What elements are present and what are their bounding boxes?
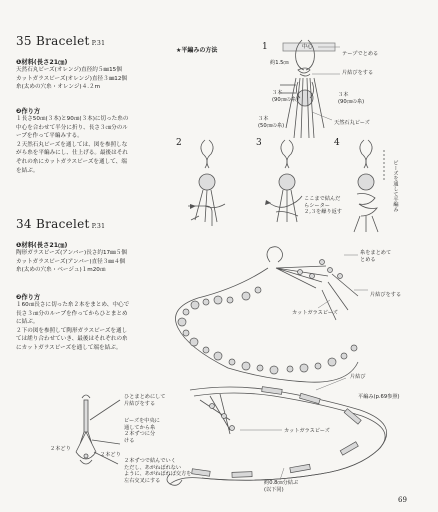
step-number-2: 2 (176, 138, 182, 148)
label-mid-kata: 片結びをする (370, 292, 402, 298)
twist-line-2: ただし、あがねばれない (124, 464, 182, 471)
arrow-heads (190, 200, 271, 209)
label-twist-note (124, 458, 191, 484)
method-line: ては縒り合わせていき、最後はそれぞれの糸 (16, 336, 128, 343)
ito-matome-line-1: 糸をまとめて (360, 250, 392, 256)
label-90r-desc: (90㎝の糸) (338, 98, 365, 105)
bead-center-line-1: ビーズを中央に (124, 418, 160, 424)
bracelet-35-materials-heading: ❶材料(長さ21㎝) (16, 59, 68, 66)
bracelet-34-beads (178, 260, 357, 375)
label-nihon-left: ２本どり (50, 446, 71, 452)
bracelet-34-title-text: 34 Bracelet (16, 217, 90, 231)
label-ito-matome (360, 250, 391, 263)
label-90cm-strands (272, 90, 298, 103)
label-repeat-note (304, 196, 342, 216)
material-line: 陶形ガラスビーズ(アンバー)長さ約17㎜５個 (16, 250, 127, 256)
twist-line-3: ように、あがねばれば交方を (124, 471, 192, 477)
method-line: ２下の図を参照して陶形ガラスビーズを通し (16, 327, 128, 334)
hitomatome-line-1: ひとまとめにして (124, 394, 166, 400)
ito-matome-line-2: とめる (360, 256, 376, 263)
label-kata-musubi: 片結びをする (342, 70, 374, 76)
label-mid-cut-glass: カットガラスビーズ (292, 310, 338, 316)
bracelet-34-page-ref: P.31 (91, 223, 106, 230)
method-line: を結ぶ。 (16, 167, 39, 174)
bottom-tube-beads (192, 387, 362, 478)
repeat-line-1: ここまで結んだ (304, 196, 341, 202)
bead-center-line-4: ける (124, 437, 135, 444)
label-nihon-right: ２本どり (100, 452, 121, 458)
material-line: 天然石丸ビーズ(オレンジ)直径約５㎜15個 (16, 67, 122, 73)
label-bead-center (124, 418, 160, 444)
method-line: ２天然石丸ビーズを通しては、図を参照しな (16, 141, 128, 148)
bead-center-line-2: 通してから糸 (124, 424, 156, 431)
hira-step-2-diagram (188, 140, 225, 226)
label-center: 中心 (302, 44, 313, 50)
material-line: 糸(太めの穴糸・ベージュ)１m20㎝ (16, 267, 106, 274)
method-line: 中心を合わせて半分に折り、長さ３㎝分のル (16, 124, 128, 131)
method-line: 長さ３㎝分のループを作ってからひとまとめ (16, 310, 128, 317)
label-90-count: ３本 (272, 90, 283, 96)
bracelet-35-method-heading: ❷作り方 (16, 108, 41, 115)
label-50-count: ３本 (258, 116, 269, 122)
step-number-4: 4 (334, 138, 340, 148)
page-number: 69 (398, 496, 407, 504)
label-90cm-strands-right (338, 92, 364, 105)
bracelet-35-page-ref: P.31 (91, 40, 106, 47)
hira-step-3-diagram (268, 140, 302, 222)
label-50-desc: (50㎝の糸) (258, 122, 285, 129)
method-line: がら糸を平編みにし、仕上げる。最後はそれ (16, 150, 128, 157)
method-line: １長さ50㎝(３本)と90㎝(３本)に切った糸の (16, 116, 129, 122)
material-line: カットガラスビーズ(オレンジ)直径３㎜12個 (16, 75, 127, 82)
hira-step-4-diagram (354, 140, 384, 232)
repeat-line-3: ２,３を繰り返す (304, 209, 342, 215)
knot-length-line-2: (以下同) (264, 486, 284, 493)
label-bottom-cut-glass: カットガラスビーズ (284, 428, 330, 434)
bead-center-line-3: ２本ずつに分 (124, 431, 156, 437)
label-90r-count: ３本 (338, 92, 349, 98)
knot-length-line-1: 約0.8㎝分結ぶ (264, 480, 299, 486)
label-90-desc: (90㎝の糸) (272, 96, 299, 103)
repeat-line-2: らシーター (304, 202, 330, 209)
bracelet-35-title-text: 35 Bracelet (16, 34, 90, 48)
label-bottom-kata: 片結び (350, 374, 366, 380)
hira-method-title: ★平編みの方法 (176, 47, 218, 54)
method-line: に結ぶ。 (16, 319, 39, 326)
step-number-3: 3 (256, 138, 262, 148)
twist-line-1: ２本ずつで結んでいく (124, 458, 176, 464)
method-line: ープを作って平編みする。 (16, 133, 83, 140)
label-50cm-strands (258, 116, 284, 129)
twist-line-4: 左右交叉にする (124, 477, 161, 484)
label-hitomatome (124, 394, 166, 407)
method-line: にカットガラスビーズを通して端を結ぶ。 (16, 344, 122, 351)
material-line: 糸(太めの穴糸・オレンジ)４.２m (16, 84, 101, 91)
hitomatome-line-2: 片結びをする (124, 400, 156, 407)
label-tape: テープでとめる (342, 51, 379, 57)
bracelet-34-materials-heading: ❶材料(長さ21㎝) (16, 242, 68, 249)
step-number-1: 1 (262, 42, 268, 52)
label-knot-length (264, 480, 298, 493)
bracelet-34-method-heading: ❷作り方 (16, 294, 41, 301)
material-line: カットガラスビーズ(アンバー)直径３㎜４個 (16, 258, 126, 265)
label-vertical-instruction: ビーズを通して平編み (392, 160, 399, 212)
label-hira-ref: 平編み(p.69参照) (358, 394, 400, 400)
label-natural-stone-bead: 天然石丸ビーズ (334, 120, 370, 126)
method-line: １60㎝長さに切った糸２本をまとめ、中心で (16, 302, 130, 308)
method-line: ぞれの糸にカットガラスビーズを通して、端 (16, 158, 127, 165)
label-loop-length: 約1.5㎝ (270, 60, 289, 66)
hira-step-1-diagram (280, 40, 335, 138)
